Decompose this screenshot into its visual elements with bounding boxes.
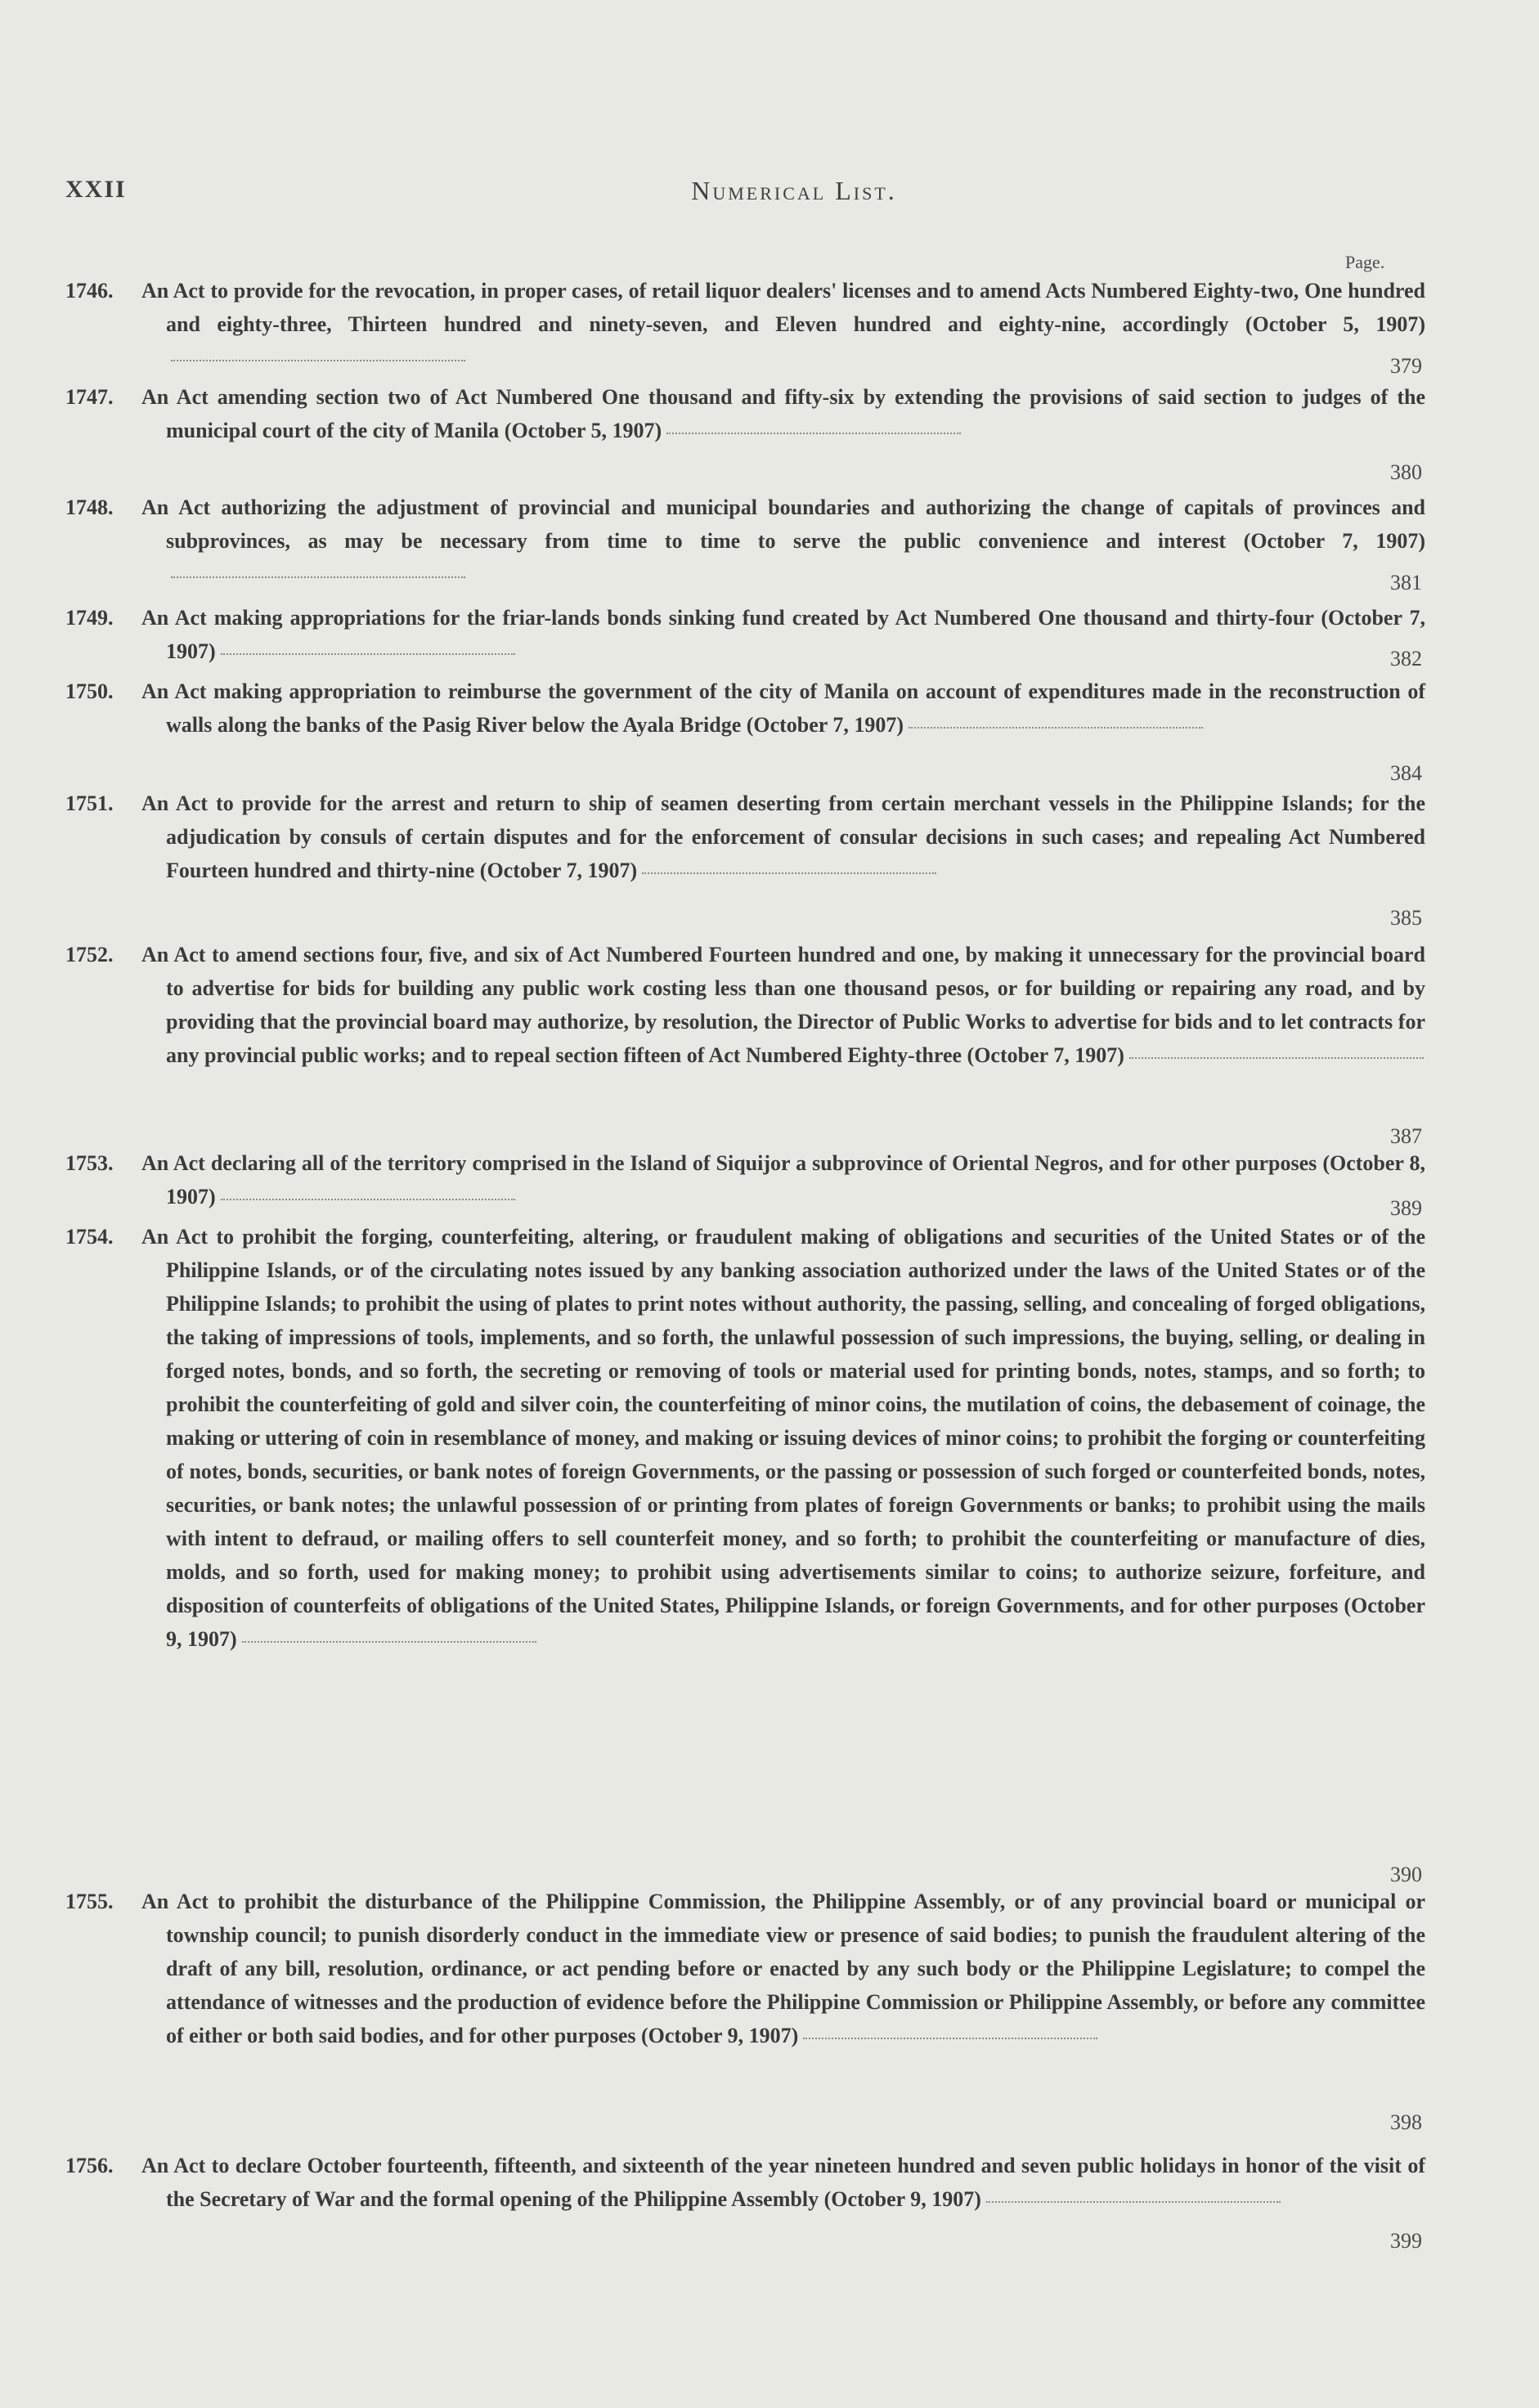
entry-page: 385 (1390, 906, 1422, 930)
entry-text: An Act to prohibit the forging, counterfeiting, altering, or fraudulent making of obligations and securities of the United States or of the Philippine Islands, or of the circulating notes issued by any banking association authorized under the laws of the United States or of the Philippine Islands; to prohibit the using of plates to print notes without authority, the passing, selling, and concealing of forged obligations, the taking of impressions of tools, implements, and so forth, the unlawful possession of such impressions, the buying, selling, or dealing in forged notes, bonds, and so forth, the secreting or removing of tools or material used for printing bonds, notes, stamps, and so forth; to prohibit the counterfeiting of gold and silver coin, the counterfeiting of minor coins, the mutilation of coins, the debasement of coinage, the making or uttering of coin in resemblance of money, and making or issuing devices of minor coins; to prohibit the forging or counterfeiting of notes, bonds, securities, or bank notes of foreign Governments, or the passing or possession of such forged or counterfeited bonds, notes, securities, or bank notes; the unlawful possession of or printing from plates of foreign Governments or banks; to prohibit using the mails with intent to defraud, or mailing offers to sell counterfeit money, and so forth; to prohibit the counterfeiting or manufacture of dies, molds, and so forth, used for making money; to prohibit using advertisements similar to coins; to authorize seizure, forfeiture, and disposition of counterfeits of obligations of the United States, Philippine Islands, or foreign Governments, and for other purposes (October 9, 1907) (141, 1225, 1425, 1651)
entry-number: 1755. (65, 1890, 114, 1913)
entry-text: An Act to provide for the arrest and return to ship of seamen deserting from certain merchant vessels in the Philippine Islands; for the adjudication by consuls of certain disputes and for the enforcement of consular decisions in such cases; and repealing Act Numbered Fourteen hundred and thirty-nine (October 7, 1907) (141, 791, 1425, 882)
dot-leader (221, 1198, 515, 1200)
entry-number: 1747. (65, 385, 114, 409)
entry-page: 382 (1390, 647, 1422, 670)
dot-leader (909, 726, 1203, 729)
entry-page: 399 (1390, 2229, 1422, 2253)
list-entry-1746 (65, 274, 1456, 378)
entry-text: An Act authorizing the adjustment of provincial and municipal boundaries and authorizing the change of capitals of provinces and subprovinces, as may be necessary from time to time to serve the public convenience and interest (October 7, 1907) (141, 496, 1425, 553)
entry-text: An Act declaring all of the territory comprised in the Island of Siquijor a subprovince of Oriental Negros, and for other purposes (October 8, 1907) (141, 1151, 1425, 1208)
entry-number: 1756. (65, 2154, 114, 2177)
dot-leader (803, 2037, 1097, 2039)
entry-number: 1750. (65, 679, 114, 703)
entry-page: 398 (1390, 2110, 1422, 2134)
entry-number: 1751. (65, 791, 114, 815)
list-entry-1751 (65, 787, 1456, 930)
entry-text: An Act amending section two of Act Numbered One thousand and fifty-six by extending the provisions of said section to judges of the municipal court of the city of Manila (October 5, 1907) (141, 385, 1425, 442)
entry-number: 1754. (65, 1225, 114, 1249)
list-entry-1754 (65, 1220, 1456, 1886)
entry-text: An Act making appropriations for the friar-lands bonds sinking fund created by Act Numbered One thousand and thirty-four (October 7, 1907) (141, 606, 1425, 663)
entry-page: 380 (1390, 460, 1422, 484)
entry-number: 1752. (65, 943, 114, 966)
page-folio: XXII (65, 176, 127, 203)
list-entry-1756 (65, 2149, 1456, 2253)
dot-leader (642, 872, 936, 874)
list-entry-1755 (65, 1885, 1456, 2134)
dot-leader (221, 652, 515, 655)
list-entry-1749 (65, 601, 1456, 668)
list-entry-1753 (65, 1146, 1456, 1220)
running-head-title: Numerical List. (691, 176, 897, 205)
dot-leader (171, 576, 465, 578)
list-entry-1750 (65, 675, 1456, 785)
entry-text: An Act making appropriation to reimburse the government of the city of Manila on account of expenditures made in the reconstruction of walls along the banks of the Pasig River below the Ayala Bridge (October 7, 1907) (141, 679, 1425, 737)
dot-leader (171, 359, 465, 361)
dot-leader (666, 432, 961, 434)
entry-text: An Act to provide for the revocation, in proper cases, of retail liquor dealers' licenses and to amend Acts Numbered Eighty-two, One hundred and eighty-three, Thirteen hundred and ninety-seven, and Eleven hundred and eighty-nine, accordingly (October 5, 1907) (141, 279, 1425, 336)
entry-number: 1748. (65, 496, 114, 519)
entry-page: 381 (1390, 571, 1422, 594)
entry-page: 379 (1390, 354, 1422, 378)
list-entry-1747 (65, 380, 1456, 484)
entry-page: 389 (1390, 1196, 1422, 1220)
page-column-label: Page. (1345, 252, 1385, 272)
entry-page: 387 (1390, 1124, 1422, 1148)
entry-page: 390 (1390, 1863, 1422, 1886)
entry-text: An Act to declare October fourteenth, fifteenth, and sixteenth of the year nineteen hundred and seven public holidays in honor of the visit of the Secretary of War and the formal opening of the Philippine Assembly (October 9, 1907) (141, 2154, 1425, 2211)
list-entry-1752 (65, 938, 1456, 1148)
dot-leader (1129, 1056, 1424, 1059)
entry-page: 384 (1390, 761, 1422, 785)
entry-text: An Act to amend sections four, five, and six of Act Numbered Fourteen hundred and one, by making it unnecessary for the provincial board to advertise for bids for building any public work costing less than one thousand pesos, or for building or repairing any road, and by providing that the provincial board may authorize, by resolution, the Director of Public Works to advertise for bids and to let contracts for any provincial public works; and to repeal section fifteen of Act Numbered Eighty-three (October 7, 1907) (141, 943, 1425, 1067)
entry-number: 1746. (65, 279, 114, 303)
entry-number: 1753. (65, 1151, 114, 1175)
entry-text: An Act to prohibit the disturbance of the Philippine Commission, the Philippine Assembly, or of any provincial board or municipal or township council; to punish disorderly conduct in the immediate view or presence of said bodies; to punish the fraudulent altering of the draft of any bill, resolution, ordinance, or act pending before or enacted by any such body or the Philippine Legislature; to compel the attendance of witnesses and the production of evidence before the Philippine Commission or Philippine Assembly, or before any committee of either or both said bodies, and for other purposes (October 9, 1907) (141, 1890, 1425, 2047)
dot-leader (242, 1640, 536, 1643)
dot-leader (986, 2200, 1281, 2203)
list-entry-1748 (65, 491, 1456, 594)
entry-number: 1749. (65, 606, 114, 630)
